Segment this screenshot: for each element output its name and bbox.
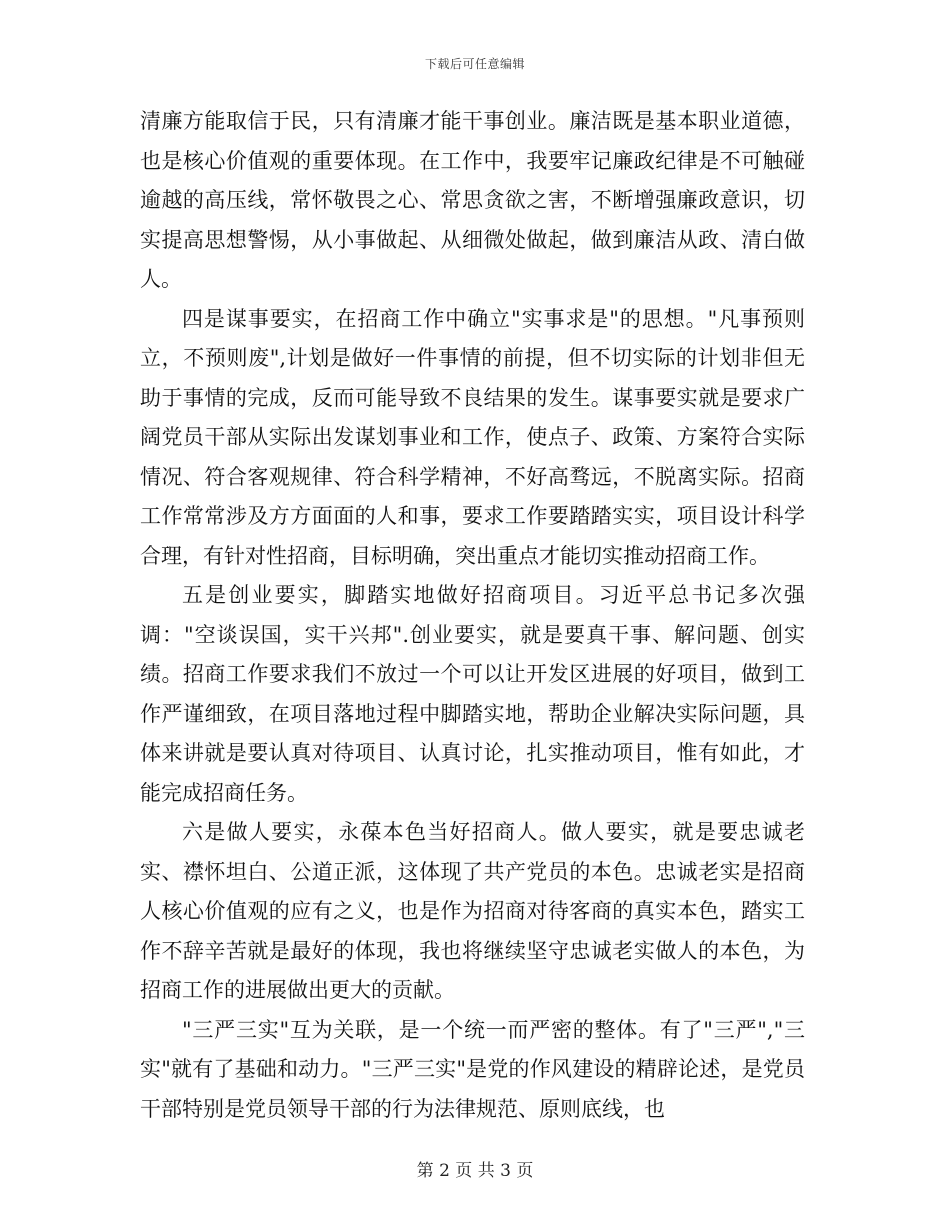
document-body — [140, 102, 805, 1129]
page-footer: 第 2 页 共 3 页 — [416, 1161, 534, 1181]
paragraph: 四是谋事要实，在招商工作中确立"实事求是"的思想。"凡事预则立，不预则废",计划是做好一件事情的前提，但不切实际的计划非但无助于事情的完成，反而可能导致不良结果的发生。谋事要实就是要求广阔党员干部从实际出发谋划事业和工作，使点子、政策、方案符合实际情况、符合客观规律、符合科学精神，不好高骛远，不脱离实际。招商工作常常涉及方方面面的人和事，要求工作要踏踏实实，项目设计科学合理，有针对性招商，目标明确，突出重点才能切实推动招商工作。 — [140, 306, 805, 568]
paragraph: 六是做人要实，永葆本色当好招商人。做人要实，就是要忠诚老实、襟怀坦白、公道正派，这体现了共产党员的本色。忠诚老实是招商人核心价值观的应有之义，也是作为招商对待客商的真实本色，踏实工作不辞辛苦就是最好的体现，我也将继续坚守忠诚老实做人的本色，为招商工作的进展做出更大的贡献。 — [140, 820, 805, 1002]
paragraph: "三严三实"互为关联，是一个统一而严密的整体。有了"三严","三实"就有了基础和动力。"三严三实"是党的作风建设的精辟论述，是党员干部特别是党员领导干部的行为法律规范、原则底线，也 — [140, 1017, 805, 1121]
paragraph: 五是创业要实，脚踏实地做好招商项目。习近平总书记多次强调："空谈误国，实干兴邦".创业要实，就是要真干事、解问题、创实绩。招商工作要求我们不放过一个可以让开发区进展的好项目，做到工作严谨细致，在项目落地过程中脚踏实地，帮助企业解决实际问题，具体来讲就是要认真对待项目、认真讨论，扎实推动项目，惟有如此，才能完成招商任务。 — [140, 583, 805, 805]
page-header: 下载后可任意编辑 — [424, 57, 525, 71]
paragraph: 清廉方能取信于民，只有清廉才能干事创业。廉洁既是基本职业道德，也是核心价值观的重要体现。在工作中，我要牢记廉政纪律是不可触碰逾越的高压线，常怀敬畏之心、常思贪欲之害，不断增强廉政意识，切实提高思想警惕，从小事做起、从细微处做起，做到廉洁从政、清白做人。 — [140, 109, 805, 291]
